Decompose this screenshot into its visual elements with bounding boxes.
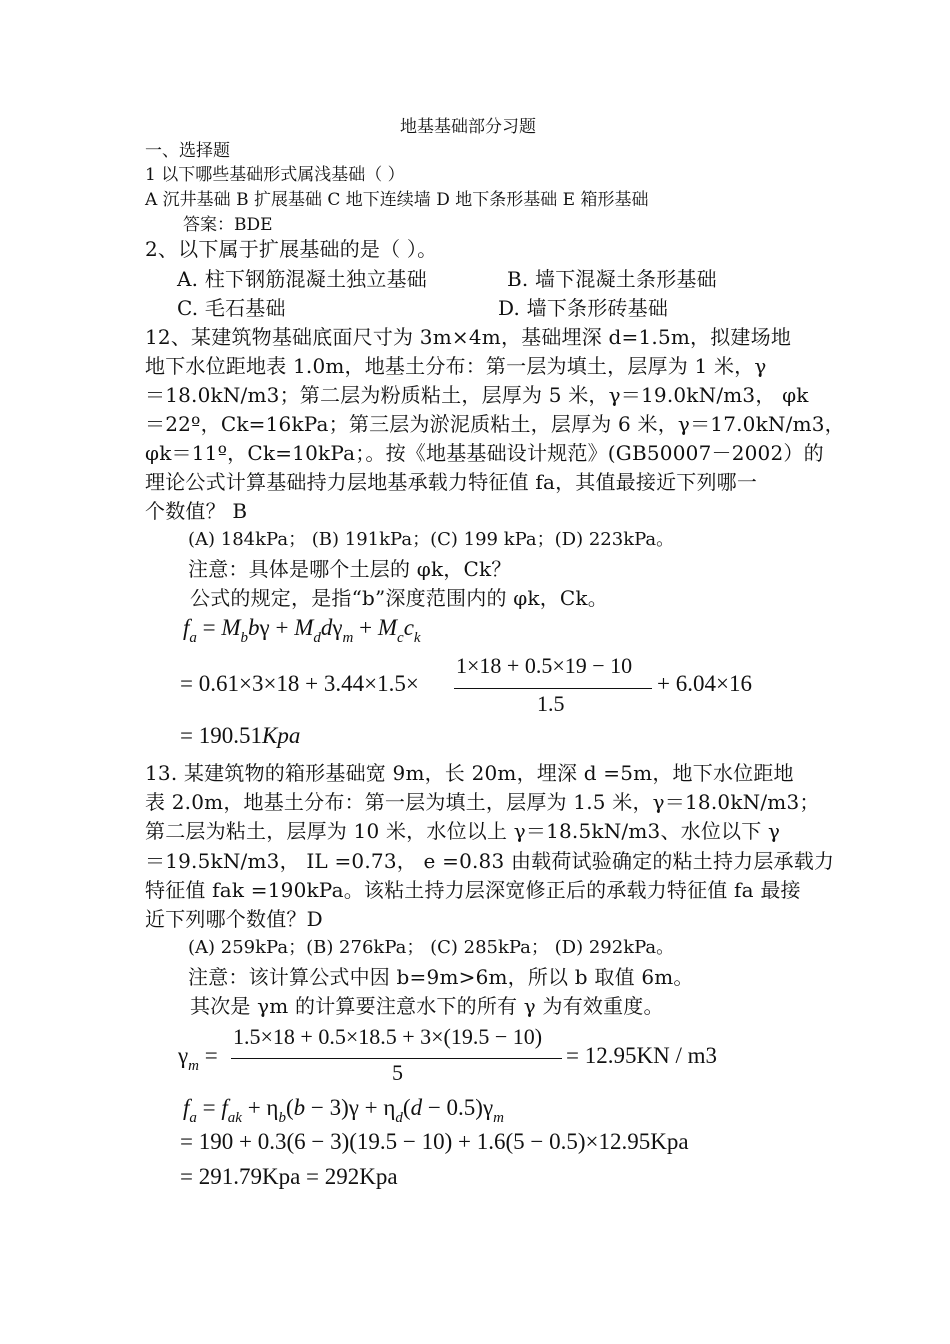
q13-line3: 第二层为粘土，层厚为 10 米，水位以上 γ＝18.5kN/m3、水位以下 γ	[145, 819, 781, 843]
q13-note2: 其次是 γm 的计算要注意水下的所有 γ 为有效重度。	[190, 994, 664, 1018]
q13-fa-formula-general: $f_a = f_{ak} + \eta_b(b - 3)\gamma + \eta_d(d - 0.5)\gamma_m$	[183, 1095, 504, 1126]
q12-line1: 12、某建筑物基础底面尺寸为 3m×4m，基础埋深 d=1.5m，拟建场地	[145, 325, 792, 349]
q1-question: 1 以下哪些基础形式属浅基础（ ）	[145, 165, 405, 185]
q12-note2: 公式的规定，是指“b”深度范围内的 φk，Ck。	[190, 586, 608, 610]
q13-choices: (A) 259kPa；(B) 276kPa； (C) 285kPa； (D) 292kPa。	[188, 937, 675, 958]
q13-fa-formula-row3: = 291.79Kpa = 292Kpa	[180, 1164, 398, 1189]
q2-option-b: B. 墙下混凝土条形基础	[507, 267, 717, 291]
q12-fraction-bar	[454, 688, 652, 689]
q13-line2: 表 2.0m，地基土分布：第一层为填土，层厚为 1.5 米，γ＝18.0kN/m3；	[145, 790, 820, 814]
q13-line5: 特征值 fak =190kPa。该粘土持力层深宽修正后的承载力特征值 fa 最接	[145, 878, 801, 902]
page-title: 地基基础部分习题	[400, 117, 536, 137]
q12-formula-eq: =	[202, 615, 222, 640]
q13-note1: 注意：该计算公式中因 b=9m>6m，所以 b 取值 6m。	[188, 965, 694, 989]
q12-note1: 注意：具体是哪个土层的 φk，Ck？	[188, 557, 512, 581]
q12-formula-row2-right: + 6.04×16	[657, 671, 752, 696]
q13-gamma-m-result: = 12.95KN / m3	[566, 1043, 717, 1068]
q13-fa-formula-row2: = 190 + 0.3(6 − 3)(19.5 − 10) + 1.6(5 − 0.5)×12.95Kpa	[180, 1129, 689, 1154]
q12-formula-row2-numerator: 1×18 + 0.5×19 − 10	[456, 653, 633, 678]
q2-option-a: A. 柱下钢筋混凝土独立基础	[177, 267, 427, 291]
q12-line3: ＝18.0kN/m3；第二层为粉质粘土，层厚为 5 米，γ＝19.0kN/m3， φk	[145, 383, 809, 407]
q12-formula-row2-denominator: 1.5	[537, 691, 565, 716]
q12-line6: 理论公式计算基础持力层地基承载力特征值 fa，其值最接近下列哪一	[145, 470, 758, 494]
q12-line7: 个数值？ B	[145, 499, 248, 523]
q12-formula-lhs-sub: a	[189, 630, 197, 646]
q2-option-c: C. 毛石基础	[177, 296, 286, 320]
q1-options: A 沉井基础 B 扩展基础 C 地下连续墙 D 地下条形基础 E 箱形基础	[145, 190, 649, 210]
q13-line6: 近下列哪个数值？D	[145, 907, 323, 931]
q12-line2: 地下水位距地表 1.0m，地基土分布：第一层为填土，层厚为 1 米，γ	[145, 354, 767, 378]
q13-line4: ＝19.5kN/m3， IL =0.73， e =0.83 由载荷试验确定的粘土持力层承载力	[145, 849, 835, 873]
q13-gamma-m-denominator: 5	[392, 1060, 403, 1085]
q12-line5: φk＝11º，Ck=10kPa；。按《地基基础设计规范》(GB50007－2002）的	[145, 441, 824, 465]
q2-question: 2、以下属于扩展基础的是（ ）。	[145, 237, 438, 261]
q2-option-d: D. 墙下条形砖基础	[498, 296, 669, 320]
q12-formula-lhs: f	[183, 615, 190, 640]
q12-formula-result: = 190.51Kpa	[180, 723, 301, 748]
q13-gamma-m-numerator: 1.5×18 + 0.5×18.5 + 3×(19.5 − 10)	[233, 1024, 543, 1049]
section-heading: 一、选择题	[145, 141, 230, 161]
q13-line1: 13. 某建筑物的箱形基础宽 9m，长 20m，埋深 d =5m，地下水位距地	[145, 761, 794, 785]
q1-answer: 答案：BDE	[183, 215, 273, 235]
q12-choices: (A) 184kPa； (B) 191kPa；(C) 199 kPa；(D) 223kPa。	[188, 529, 675, 550]
q12-formula-row2-left: = 0.61×3×18 + 3.44×1.5×	[180, 671, 419, 696]
q12-line4: ＝22º，Ck=16kPa；第三层为淤泥质粘土，层厚为 6 米，γ＝17.0kN/m3，	[145, 412, 845, 436]
q12-formula-general: $f_a = M_bb\gamma + M_dd\gamma_m + M_cc_k$	[183, 615, 421, 646]
q13-gamma-m-lhs: $\gamma_m$ =	[178, 1043, 218, 1074]
